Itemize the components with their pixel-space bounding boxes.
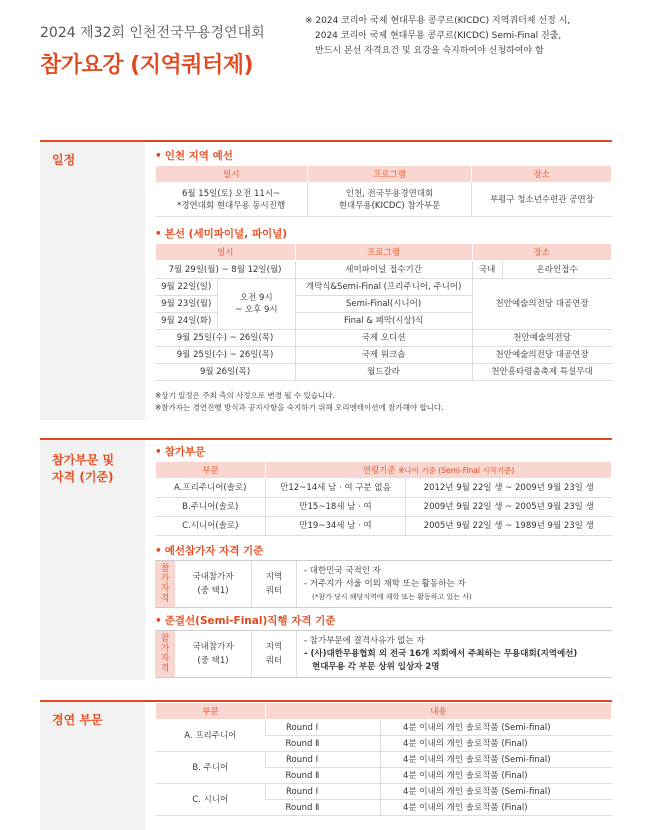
category-title: • 참가부문 bbox=[155, 446, 206, 458]
table-row: 9월 23일(월) Semi-Final(시니어) bbox=[156, 296, 612, 313]
table-row: A. 프리주니어 Round Ⅰ 4분 이내의 개인 솔로작품 (Semi-final) bbox=[156, 720, 612, 736]
section-label-eligibility: 참가부문 및 자격 (기준) bbox=[52, 453, 115, 484]
section-label-competition: 경연 부문 bbox=[52, 713, 103, 727]
prelim-qual-box: 참 가 자 격 국내참가자 (중 택1) 지역 쿼터 - 대한민국 국적인 자 - 거주지가 서울 이외 재학 또는 활동하는 자 (*참가 당시 해당지역에 재학 또는 활동하고 있는 사) bbox=[155, 560, 612, 608]
schedule-notes: ※상기 일정은 주최 측의 사정으로 변경 될 수 있습니다. ※참가자는 경연진행 방식과 공지사항을 숙지하기 위해 오리엔테이션에 참가해야 합니다. bbox=[155, 391, 444, 412]
table-row: A.프리주니어(솔로) 만12~14세 남 · 여 구분 없음 2012년 9월 22일 생 ~ 2009년 9월 23일 생 bbox=[156, 479, 612, 498]
table-row: 9월 26일(목) 월드갈라 천안흥타령춤축제 특설무대 bbox=[156, 364, 612, 381]
event-subtitle: 2024 제32회 인천전국무용경연대회 bbox=[40, 25, 265, 41]
table-row: Round Ⅱ 4분 이내의 개인 솔로작품 (Final) bbox=[156, 736, 612, 752]
table-row: 6월 15일(토) 오전 11시~ *경연대회 현대무용 동시진행 인천, 전국무용경연대회 현대무용(KICDC) 참가부문 부평구 청소년수련관 공연장 bbox=[156, 183, 612, 217]
table-row: 9월 22일(일) 오전 9시 ~ 오후 9시 개막식&Semi-Final (프리주니어, 주니어) 천안예술의전당 대공연장 bbox=[156, 279, 612, 296]
table-row: 9월 25일(수) ~ 26일(목) 국제 워크숍 천안예술의전당 대공연장 bbox=[156, 347, 612, 364]
final-table: 일시 프로그램 장소 7월 29일(월) ~ 8월 12일(월) 세미파이널 접수기간 국내 온라인접수 9월 22일(일) 오전 9시 ~ 오후 9시 개막식&Semi-Final (프리주니어, 주니어) 천안예술의전당 대공연장 9월 23일(월) Semi-Final(시니어) 9월 24일(화) Final & 폐막(시상)식 9월 25일(수) ~ 26일(목) 국제 오디션 천안예술의전당 9월 25일(수) ~ 26일(목) 국제 워크숍 천안예술의전당 대공연장 9월 26일(목) 월드갈라 천안흥타령춤축제 특설무대 bbox=[155, 243, 612, 381]
section-label-schedule: 일정 bbox=[52, 153, 76, 167]
semi-qual-box: 참 가 자 격 국내참가자 (중 택1) 지역 쿼터 - 참가부문에 결격사유가 없는 자 - (사)대한무용협회 외 전국 16개 지회에서 주최하는 무용대회(지역예선) 현대무용 각 부문 상위 입상자 2명 bbox=[155, 630, 612, 678]
table-row: Round Ⅱ 4분 이내의 개인 솔로작품 (Final) bbox=[156, 768, 612, 784]
table-row: 9월 24일(화) Final & 폐막(시상)식 bbox=[156, 313, 612, 330]
table-row: Round Ⅱ 4분 이내의 개인 솔로작품 (Final) bbox=[156, 800, 612, 816]
table-row: C.시니어(솔로) 만19~34세 남 · 여 2005년 9월 22일 생 ~ 1989년 9월 23일 생 bbox=[156, 517, 612, 536]
competition-table: 부문 내용 A. 프리주니어 Round Ⅰ 4분 이내의 개인 솔로작품 (Semi-final) Round Ⅱ 4분 이내의 개인 솔로작품 (Final) B. 주니어 Round Ⅰ 4분 이내의 개인 솔로작품 (Semi-final) Round Ⅱ 4분 이내의 개인 솔로작품 (Final) C. 시니어 Round Ⅰ 4분 이내의 개인 솔로작품 (Semi-final) Round Ⅱ 4분 이내의 개인 솔로작품 (Final) bbox=[155, 702, 612, 816]
category-table: 부문 연령기준 ※나이 기준 (Semi-Final 시작기준) A.프리주니어(솔로) 만12~14세 남 · 여 구분 없음 2012년 9월 22일 생 ~ 2009년 9월 23일 생 B.주니어(솔로) 만15~18세 남 · 여 2009년 9월 22일 생 ~ 2005년 9월 23일 생 C.시니어(솔로) 만19~34세 남 · 여 2005년 9월 22일 생 ~ 1989년 9월 23일 생 bbox=[155, 461, 612, 536]
table-row: 9월 25일(수) ~ 26일(목) 국제 오디션 천안예술의전당 bbox=[156, 330, 612, 347]
prelim-title: • 인천 지역 예선 bbox=[155, 150, 233, 162]
qual-label: 참 가 자 격 bbox=[155, 561, 175, 607]
qual-label: 참 가 자 격 bbox=[155, 631, 175, 677]
table-row: C. 시니어 Round Ⅰ 4분 이내의 개인 솔로작품 (Semi-final) bbox=[156, 784, 612, 800]
page-title: 참가요강 (지역쿼터제) bbox=[40, 53, 254, 78]
table-row: B. 주니어 Round Ⅰ 4분 이내의 개인 솔로작품 (Semi-final) bbox=[156, 752, 612, 768]
prelim-qual-title: • 예선참가자 자격 기준 bbox=[155, 545, 264, 557]
table-row: B.주니어(솔로) 만15~18세 남 · 여 2009년 9월 22일 생 ~ 2005년 9월 23일 생 bbox=[156, 498, 612, 517]
header-notice: ※ 2024 코리아 국제 현대무용 콩쿠르(KICDC) 지역쿼터제 선정 시, 2024 코리아 국제 현대무용 콩쿠르(KICDC) Semi-Final 진출, 반드시 본선 자격요건 및 요강을 숙지하여야 신청하여야 함 bbox=[305, 16, 571, 56]
semi-qual-title: • 준결선(Semi-Final)직행 자격 기준 bbox=[155, 615, 336, 627]
final-title: • 본선 (세미파이널, 파이널) bbox=[155, 228, 288, 240]
prelim-table: 일시 프로그램 장소 6월 15일(토) 오전 11시~ *경연대회 현대무용 동시진행 인천, 전국무용경연대회 현대무용(KICDC) 참가부문 부평구 청소년수련관 공연장 bbox=[155, 165, 612, 217]
table-row: 7월 29일(월) ~ 8월 12일(월) 세미파이널 접수기간 국내 온라인접수 bbox=[156, 261, 612, 279]
sidebar-schedule bbox=[40, 142, 145, 420]
